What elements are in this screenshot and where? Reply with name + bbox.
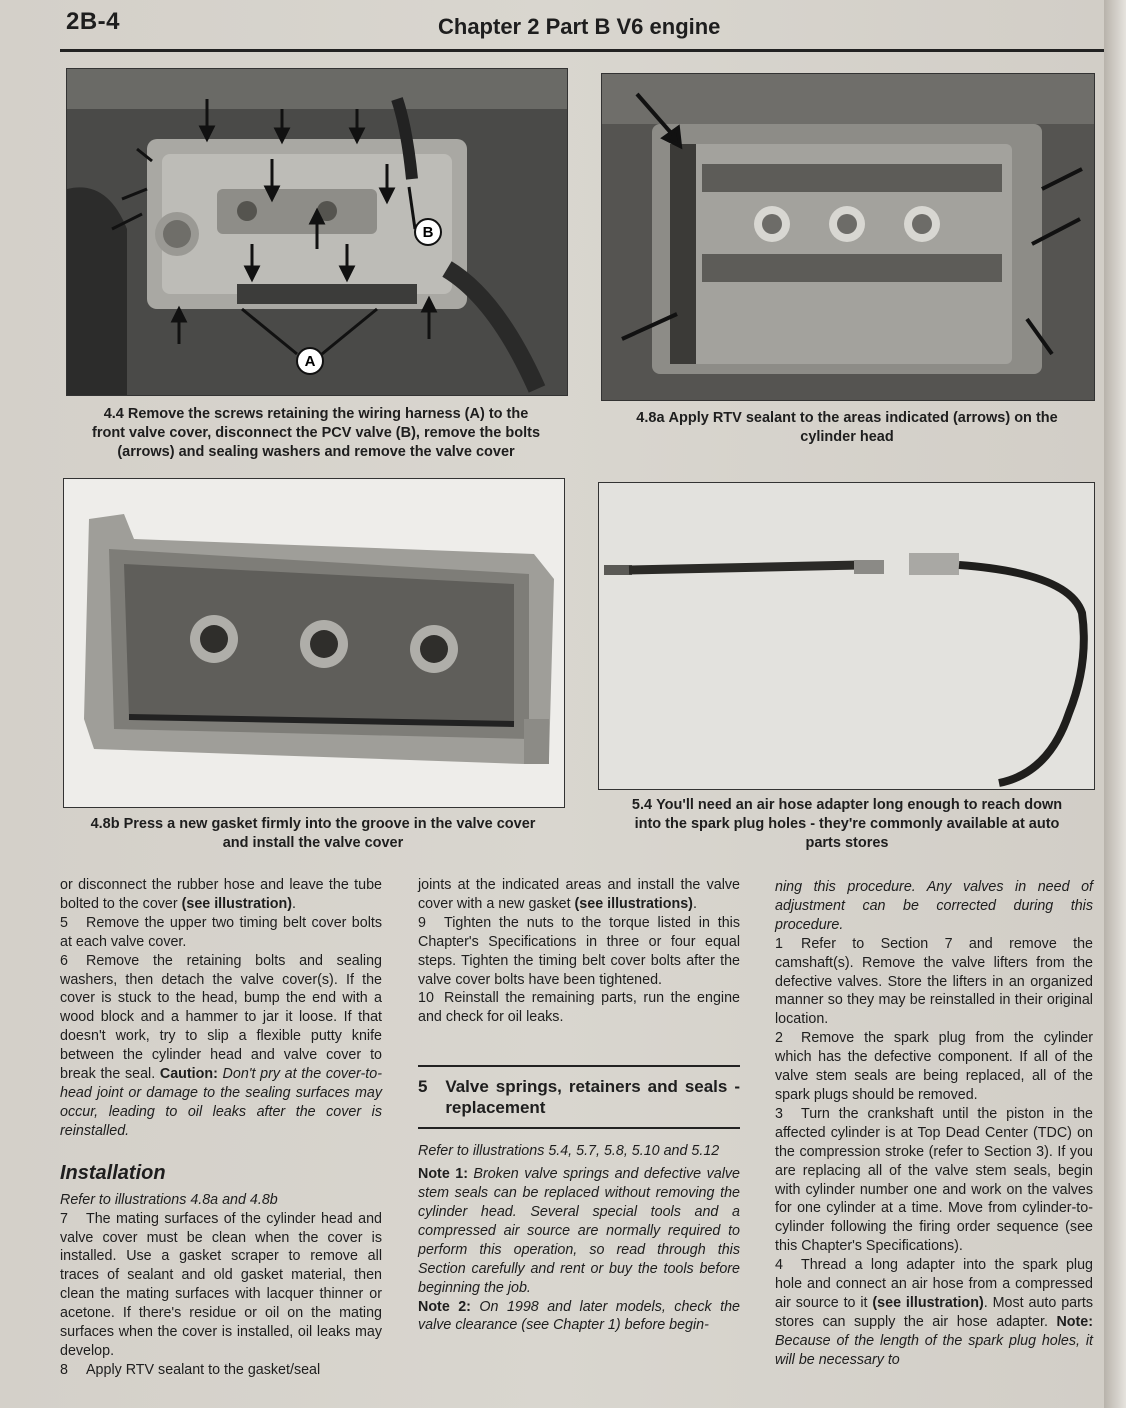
caption-4-8b xyxy=(63,815,563,853)
cylinder-head-image xyxy=(602,74,1094,400)
valve-cover-gasket-image xyxy=(64,479,564,807)
illustration-ref: (see illustration) xyxy=(872,1294,984,1311)
engine-valve-cover-image xyxy=(67,69,567,395)
step-text: Apply RTV sealant to the gasket/seal xyxy=(86,1361,321,1378)
text: or disconnect the rubber hose and leave the tube bolted to the cover xyxy=(60,877,382,912)
caption-line: You'll need an air hose adapter long enough to reach down xyxy=(656,797,1063,813)
page-number: 2B-4 xyxy=(66,8,121,35)
step-number: 4 xyxy=(775,1257,783,1274)
step-text: Remove the upper two timing belt cover bolts at each valve cover. xyxy=(60,914,382,950)
figure-number: 5.4 xyxy=(631,797,653,813)
step-1 xyxy=(775,935,1093,1030)
text: . xyxy=(292,895,297,912)
step-8 xyxy=(60,1361,382,1380)
step-number: 2 xyxy=(775,1030,783,1047)
note-text: On 1998 and later models, check the valve clearance (see Chapter 1) before begin- xyxy=(418,1298,740,1334)
step-number: 9 xyxy=(418,914,426,931)
step-number: 3 xyxy=(775,1105,783,1122)
photo-4-8a-cylinder-head xyxy=(601,73,1095,401)
section-title: Valve springs, retainers and seals - replacement xyxy=(445,1077,740,1118)
chapter-title: Chapter 2 Part B V6 engine xyxy=(438,14,721,39)
figure-number: 4.8b xyxy=(90,816,120,832)
step-2 xyxy=(775,1029,1093,1105)
header-rule xyxy=(60,49,1104,52)
step-6 xyxy=(60,952,382,1141)
figure-number: 4.4 xyxy=(103,406,124,422)
label-a: A xyxy=(304,353,316,370)
note-text: Broken valve springs and defective valve stem seals can be replaced without removing the cylinder head. Several special tools and a compressed air source are normally required to perform this operation, so read through this Section carefully and rent or buy the tools before beginning the job. xyxy=(418,1166,740,1296)
text: joints at the indicated areas and install the valve cover with a new gasket xyxy=(418,877,740,912)
caption-line: cylinder head xyxy=(800,429,894,445)
installation-ref: Refer to illustrations 4.8a and 4.8b xyxy=(60,1191,278,1208)
caption-4-4 xyxy=(66,405,566,462)
note-2-continued: ning this procedure. Any valves in need of adjustment can be corrected during this procedure. xyxy=(775,879,1093,933)
section-heading xyxy=(418,1076,740,1118)
caption-line: Press a new gasket firmly into the groove in the valve cover xyxy=(123,816,536,832)
installation-heading: Installation xyxy=(60,1161,166,1184)
caption-line: Apply RTV sealant to the areas indicated (arrows) on the xyxy=(668,410,1058,426)
photo-4-8b-valve-cover-gasket xyxy=(63,478,565,808)
label-b: B xyxy=(422,224,434,241)
note-2 xyxy=(418,1298,740,1336)
caution-text: Don't pry at the cover-to-head joint or damage to the sealing surfaces may occur, leading to oil leaks after the cover is reinstalled. xyxy=(60,1066,382,1139)
step-number: 5 xyxy=(60,914,68,931)
figure-number: 4.8a xyxy=(636,410,665,426)
caution-label: Caution: xyxy=(159,1066,218,1083)
caption-5-4 xyxy=(601,796,1093,853)
note-label: Note 2: xyxy=(418,1298,471,1315)
step-5 xyxy=(60,914,382,952)
step-number: 10 xyxy=(418,990,434,1007)
note-label: Note 1: xyxy=(418,1166,468,1183)
paragraph xyxy=(60,876,382,914)
photo-5-4-air-hose-adapter xyxy=(598,482,1095,790)
note-1 xyxy=(418,1165,740,1297)
step-text: Remove the retaining bolts and sealing washers, then detach the valve cover(s). If the cover is stuck to the head, bump the end with a wood block and a hammer to jar it loose. If that doesn't work, try to slip a flexible putty knife between the cylinder head and valve cover to break the seal. xyxy=(60,952,382,1083)
note-text: Because of the length of the spark plug holes, it will be necessary to xyxy=(775,1332,1093,1368)
text-column-left xyxy=(60,876,382,1380)
step-number: 8 xyxy=(60,1361,68,1378)
caption-line: Remove the screws retaining the wiring harness (A) to the xyxy=(127,406,529,422)
caption-line: into the spark plug holes - they're commonly available at auto xyxy=(634,816,1060,832)
step-text: Thread a long adapter into the spark plug hole and connect an air hose from a compressed air source to it xyxy=(775,1257,1093,1311)
step-number: 6 xyxy=(60,952,68,969)
step-text: Remove the spark plug from the cylinder which has the defective component. If all of the valve stem seals are being replaced, all of the spark plugs should be removed. xyxy=(775,1030,1093,1103)
step-10 xyxy=(418,989,740,1027)
illustration-ref: (see illustration) xyxy=(181,895,293,912)
step-text: Refer to Section 7 and remove the camshaft(s). Remove the valve lifters from the defective valves. Store the lifters in an organized manner so they may be reinstalled in their original location. xyxy=(775,935,1093,1028)
step-text: Reinstall the remaining parts, run the engine and check for oil leaks. xyxy=(418,990,740,1026)
step-number: 1 xyxy=(775,935,783,952)
text-column-middle xyxy=(418,876,740,1335)
text-column-right xyxy=(775,878,1093,1370)
text: . xyxy=(692,895,697,912)
caption-line: and install the valve cover xyxy=(222,835,404,851)
page-edge xyxy=(1104,0,1126,1408)
step-4 xyxy=(775,1256,1093,1369)
step-3 xyxy=(775,1105,1093,1256)
caption-line: front valve cover, disconnect the PCV valve (B), remove the bolts xyxy=(91,425,541,441)
section-number: 5 xyxy=(418,1077,428,1097)
paragraph xyxy=(418,876,740,914)
step-number: 7 xyxy=(60,1210,68,1227)
caption-4-8a xyxy=(601,409,1093,447)
section-ref: Refer to illustrations 5.4, 5.7, 5.8, 5.10 and 5.12 xyxy=(418,1143,720,1160)
step-9 xyxy=(418,914,740,990)
caption-line: parts stores xyxy=(805,835,889,851)
photo-4-4-valve-cover xyxy=(66,68,568,396)
illustration-ref: (see illustrations) xyxy=(574,895,693,912)
note-label: Note: xyxy=(1056,1313,1093,1330)
caption-line: (arrows) and sealing washers and remove the valve cover xyxy=(117,444,515,460)
section-rule-top xyxy=(418,1065,740,1067)
step-7 xyxy=(60,1210,382,1361)
air-hose-adapter-image xyxy=(599,483,1094,789)
step-text: Turn the crankshaft until the piston in the affected cylinder is at Top Dead Center (TDC) on the compression stroke (refer to Section 3). If you are replacing all of the valve stem seals, begin with cylinder number one and work on the valves for one cylinder at a time. Move from cylinder-to-cylinder following the firing order sequence (see this Chapter's Specifications). xyxy=(775,1105,1093,1255)
step-text: Tighten the nuts to the torque listed in this Chapter's Specifications in three or four equal steps. Tighten the timing belt cover bolts after the valve cover bolts have been tightened. xyxy=(418,914,740,988)
step-text: . Most auto parts stores can supply the air hose adapter. xyxy=(775,1294,1093,1330)
step-text: The mating surfaces of the cylinder head and valve cover must be clean when the cover is installed. Use a gasket scraper to remove all traces of sealant and old gasket material, then clean the mating surfaces with lacquer thinner or acetone. If there's residue or oil on the mating surfaces when the cover is installed, oil leaks may develop. xyxy=(60,1210,382,1359)
